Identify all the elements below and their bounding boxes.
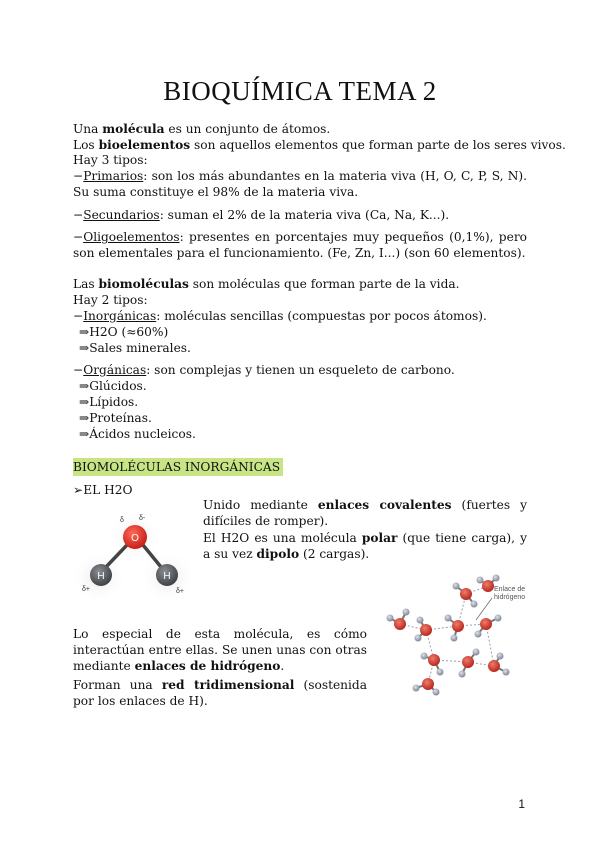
dash: − [73, 208, 84, 222]
secundarios-item [73, 207, 449, 223]
network-label-line-2: hidrógeno [494, 594, 526, 601]
list-item: ⇒H2O (≈60%) [79, 325, 169, 339]
network-label-line-1: Enlace de [494, 586, 526, 593]
delta-minus-label: δ- [139, 515, 146, 522]
bold-term: red tridimensional [161, 678, 295, 692]
water-paragraph-4 [73, 677, 367, 709]
text: Las [73, 277, 99, 291]
section-heading: BIOMOLÉCULAS INORGÁNICAS [73, 458, 283, 476]
primarios-label: Primarios [83, 169, 144, 183]
text: Los [73, 138, 99, 152]
water-molecule-figure [72, 505, 202, 605]
list-item: ⇒Sales minerales. [79, 341, 191, 355]
hydrogen-atoms [387, 575, 510, 696]
hydrogen-bond-network-figure [376, 572, 532, 700]
oligo-text: : presentes en porcentajes muy pequeños (0,1%), pero son elementales para el funcionamiento. (Fe, Zn, I...) (son 60 elementos). [73, 230, 527, 260]
text: (sostenida por los enlaces de H). [73, 678, 367, 708]
inorganicas-label: Inorgánicas [83, 309, 157, 323]
bold-term: polar [361, 531, 398, 545]
bold-term: dipolo [256, 547, 300, 561]
sub-heading: ➢EL H2O [73, 483, 133, 497]
text: (2 cargas). [299, 547, 370, 561]
dash: − [73, 230, 84, 244]
intro-line-2 [73, 137, 566, 153]
primarios-text: : son los más abundantes en la materia viva (H, O, C, P, S, N). Su suma constituye el 98% de la materia viva. [73, 169, 527, 199]
water-paragraph-1 [203, 497, 527, 529]
bold-term: biomoléculas [98, 277, 189, 291]
secundarios-text: : suman el 2% de la materia viva (Ca, Na, K...). [159, 208, 450, 222]
text: El H2O es una molécula [203, 531, 362, 545]
organicas-text: : son complejas y tienen un esqueleto de carbono. [146, 363, 455, 377]
inorganicas-text: : moléculas sencillas (compuestas por pocos átomos). [156, 309, 487, 323]
text: Unido mediante [203, 498, 318, 512]
delta-plus-label: δ+ [82, 586, 90, 593]
water-paragraph-3 [73, 626, 367, 674]
page-title: BIOQUÍMICA TEMA 2 [163, 76, 437, 106]
water-paragraph-2 [203, 530, 527, 562]
covalent-bonds [390, 578, 506, 692]
oxygen-atoms [394, 580, 500, 690]
organicas-item [73, 362, 455, 378]
oxygen-label: O [131, 533, 139, 544]
text: . [280, 659, 285, 673]
text: (que tiene carga), y a su vez [203, 531, 527, 561]
bio-line-1 [73, 276, 460, 292]
list-item: ⇒Proteínas. [79, 411, 152, 425]
text: son aquellos elementos que forman parte de los seres vivos. [190, 138, 566, 152]
bold-term: enlaces covalentes [317, 498, 452, 512]
intro-line-3: Hay 3 tipos: [73, 153, 148, 167]
secundarios-label: Secundarios [83, 208, 160, 222]
list-item: ⇒Lípidos. [79, 395, 139, 409]
bold-term: molécula [102, 122, 165, 136]
primarios-item [73, 168, 527, 200]
bio-line-2: Hay 2 tipos: [73, 293, 148, 307]
text: son moléculas que forman parte de la vida. [188, 277, 460, 291]
text: Una [73, 122, 103, 136]
oligo-label: Oligoelementos [83, 230, 180, 244]
bold-term: bioelementos [98, 138, 191, 152]
dash: − [73, 309, 84, 323]
text: Forman una [73, 678, 162, 692]
text: es un conjunto de átomos. [164, 122, 331, 136]
list-item: ⇒Glúcidos. [79, 379, 147, 393]
oligo-item [73, 229, 527, 261]
text: Lo especial de esta molécula, es cómo interactúan entre ellas. Se unen unas con otras mediante [73, 627, 367, 673]
dash: − [73, 169, 84, 183]
hydrogen-label: H [163, 571, 171, 582]
text: (fuertes y difíciles de romper). [203, 498, 527, 528]
dash: − [73, 363, 84, 377]
list-item: ⇒Ácidos nucleicos. [79, 427, 196, 441]
bold-term: enlaces de hidrógeno [134, 659, 281, 673]
page-number: 1 [518, 797, 525, 811]
delta-label: δ [120, 517, 124, 524]
organicas-label: Orgánicas [83, 363, 147, 377]
intro-line-1 [73, 121, 330, 137]
delta-plus-label: δ+ [176, 588, 184, 595]
label-pointer [476, 598, 492, 620]
inorganicas-item [73, 308, 487, 324]
hydrogen-label: H [97, 571, 105, 582]
